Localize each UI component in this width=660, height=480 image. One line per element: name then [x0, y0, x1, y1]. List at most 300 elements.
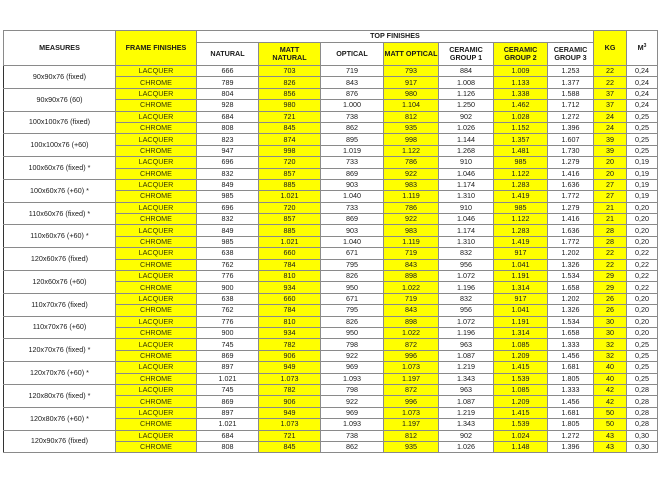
- ceramic-group-2-cell: 1.191: [494, 316, 548, 327]
- natural-cell: 696: [197, 202, 259, 213]
- optical-cell: 922: [321, 350, 384, 361]
- ceramic-group-1-cell: 1.174: [439, 225, 494, 236]
- ceramic-group-2-cell: 1.028: [494, 111, 548, 122]
- natural-cell: 684: [197, 111, 259, 122]
- matt-natural-cell: 782: [259, 339, 321, 350]
- natural-cell: 849: [197, 179, 259, 190]
- kg-cell: 29: [594, 282, 627, 293]
- ceramic-group-1-cell: 1.310: [439, 191, 494, 202]
- matt-natural-cell: 980: [259, 100, 321, 111]
- m3-cell: 0,20: [627, 214, 658, 225]
- ceramic-group-2-cell: 1.024: [494, 430, 548, 441]
- m3-cell: 0,24: [627, 88, 658, 99]
- table-row: [4, 66, 658, 77]
- header-optical: OPTICAL: [321, 43, 384, 66]
- frame-finish-cell: LACQUER: [116, 225, 197, 236]
- measure-cell: 110x70x76 (fixed): [4, 293, 116, 316]
- m3-cell: 0,19: [627, 157, 658, 168]
- optical-cell: 733: [321, 157, 384, 168]
- matt-optical-cell: 872: [384, 384, 439, 395]
- m3-cell: 0,25: [627, 373, 658, 384]
- m3-cell: 0,25: [627, 339, 658, 350]
- ceramic-group-2-cell: 1.419: [494, 191, 548, 202]
- frame-finish-cell: LACQUER: [116, 179, 197, 190]
- ceramic-group-3-cell: 1.456: [548, 350, 594, 361]
- optical-cell: 895: [321, 134, 384, 145]
- kg-cell: 50: [594, 407, 627, 418]
- ceramic-group-2-cell: 917: [494, 248, 548, 259]
- measure-cell: 110x60x76 (fixed) *: [4, 202, 116, 225]
- ceramic-group-3-cell: 1.534: [548, 316, 594, 327]
- frame-finish-cell: LACQUER: [116, 202, 197, 213]
- matt-optical-cell: 1.073: [384, 407, 439, 418]
- ceramic-group-3-cell: 1.202: [548, 248, 594, 259]
- kg-cell: 22: [594, 77, 627, 88]
- m3-cell: 0,24: [627, 66, 658, 77]
- kg-cell: 20: [594, 168, 627, 179]
- ceramic-group-3-cell: 1.456: [548, 396, 594, 407]
- frame-finish-cell: CHROME: [116, 145, 197, 156]
- optical-cell: 671: [321, 248, 384, 259]
- matt-optical-cell: 812: [384, 111, 439, 122]
- natural-cell: 776: [197, 271, 259, 282]
- ceramic-group-1-cell: 910: [439, 202, 494, 213]
- ceramic-group-3-cell: 1.253: [548, 66, 594, 77]
- ceramic-group-1-cell: 1.046: [439, 214, 494, 225]
- ceramic-group-3-cell: 1.333: [548, 339, 594, 350]
- m3-cell: 0,24: [627, 100, 658, 111]
- ceramic-group-3-cell: 1.272: [548, 430, 594, 441]
- measure-cell: 120x70x76 (fixed) *: [4, 339, 116, 362]
- ceramic-group-3-cell: 1.681: [548, 362, 594, 373]
- frame-finish-cell: LACQUER: [116, 316, 197, 327]
- ceramic-group-2-cell: 1.314: [494, 282, 548, 293]
- kg-cell: 22: [594, 259, 627, 270]
- table-row: [4, 316, 658, 327]
- matt-optical-cell: 1.197: [384, 419, 439, 430]
- frame-finish-cell: CHROME: [116, 100, 197, 111]
- table-row: [4, 157, 658, 168]
- matt-optical-cell: 996: [384, 350, 439, 361]
- ceramic-group-1-cell: 1.343: [439, 373, 494, 384]
- ceramic-group-1-cell: 1.196: [439, 327, 494, 338]
- measure-cell: 100x60x76 (fixed) *: [4, 157, 116, 180]
- m3-cell: 0,19: [627, 168, 658, 179]
- optical-cell: 969: [321, 407, 384, 418]
- measure-cell: 100x60x76 (+60) *: [4, 179, 116, 202]
- matt-natural-cell: 1.073: [259, 419, 321, 430]
- measure-cell: 100x100x76 (fixed): [4, 111, 116, 134]
- matt-optical-cell: 719: [384, 248, 439, 259]
- kg-cell: 43: [594, 430, 627, 441]
- ceramic-group-3-cell: 1.279: [548, 157, 594, 168]
- natural-cell: 638: [197, 293, 259, 304]
- ceramic-group-2-cell: 1.009: [494, 66, 548, 77]
- optical-cell: 798: [321, 384, 384, 395]
- kg-cell: 37: [594, 100, 627, 111]
- m3-cell: 0,28: [627, 396, 658, 407]
- matt-optical-cell: 1.022: [384, 282, 439, 293]
- ceramic-group-1-cell: 902: [439, 111, 494, 122]
- m3-cell: 0,28: [627, 384, 658, 395]
- ceramic-group-3-cell: 1.333: [548, 384, 594, 395]
- matt-natural-cell: 720: [259, 157, 321, 168]
- ceramic-group-1-cell: 1.026: [439, 122, 494, 133]
- frame-finish-cell: LACQUER: [116, 271, 197, 282]
- ceramic-group-2-cell: 1.041: [494, 305, 548, 316]
- kg-cell: 43: [594, 441, 627, 452]
- natural-cell: 696: [197, 157, 259, 168]
- matt-natural-cell: 782: [259, 384, 321, 395]
- m3-cell: 0,25: [627, 362, 658, 373]
- matt-optical-cell: 980: [384, 88, 439, 99]
- matt-natural-cell: 721: [259, 111, 321, 122]
- ceramic-group-3-cell: 1.636: [548, 179, 594, 190]
- natural-cell: 897: [197, 362, 259, 373]
- matt-natural-cell: 721: [259, 430, 321, 441]
- header-m3-sup: 3: [643, 42, 647, 49]
- matt-optical-cell: 898: [384, 316, 439, 327]
- optical-cell: 1.093: [321, 373, 384, 384]
- ceramic-group-1-cell: 1.174: [439, 179, 494, 190]
- kg-cell: 27: [594, 179, 627, 190]
- frame-finish-cell: CHROME: [116, 236, 197, 247]
- frame-finish-cell: LACQUER: [116, 111, 197, 122]
- frame-finish-cell: CHROME: [116, 191, 197, 202]
- optical-cell: 969: [321, 362, 384, 373]
- kg-cell: 26: [594, 305, 627, 316]
- ceramic-group-2-cell: 1.314: [494, 327, 548, 338]
- matt-natural-cell: 810: [259, 271, 321, 282]
- kg-cell: 28: [594, 236, 627, 247]
- matt-optical-cell: 998: [384, 134, 439, 145]
- matt-optical-cell: 1.119: [384, 191, 439, 202]
- m3-cell: 0,28: [627, 407, 658, 418]
- table-row: [4, 271, 658, 282]
- natural-cell: 1.021: [197, 419, 259, 430]
- natural-cell: 808: [197, 441, 259, 452]
- natural-cell: 897: [197, 407, 259, 418]
- ceramic-group-2-cell: 1.419: [494, 236, 548, 247]
- header-kg: KG: [594, 31, 627, 66]
- table-row: [4, 339, 658, 350]
- ceramic-group-1-cell: 1.087: [439, 396, 494, 407]
- ceramic-group-1-cell: 910: [439, 157, 494, 168]
- natural-cell: 684: [197, 430, 259, 441]
- kg-cell: 26: [594, 293, 627, 304]
- ceramic-group-3-cell: 1.681: [548, 407, 594, 418]
- matt-optical-cell: 996: [384, 396, 439, 407]
- optical-cell: 922: [321, 396, 384, 407]
- ceramic-group-2-cell: 1.085: [494, 339, 548, 350]
- matt-natural-cell: 845: [259, 122, 321, 133]
- ceramic-group-2-cell: 985: [494, 157, 548, 168]
- frame-finish-cell: LACQUER: [116, 157, 197, 168]
- matt-optical-cell: 812: [384, 430, 439, 441]
- frame-finish-cell: CHROME: [116, 214, 197, 225]
- table-row: [4, 134, 658, 145]
- ceramic-group-2-cell: 1.041: [494, 259, 548, 270]
- natural-cell: 666: [197, 66, 259, 77]
- frame-finish-cell: CHROME: [116, 77, 197, 88]
- optical-cell: 795: [321, 259, 384, 270]
- frame-finish-cell: CHROME: [116, 259, 197, 270]
- measure-cell: 120x80x76 (fixed) *: [4, 384, 116, 407]
- ceramic-group-1-cell: 956: [439, 259, 494, 270]
- matt-natural-cell: 934: [259, 282, 321, 293]
- table-row: [4, 293, 658, 304]
- matt-optical-cell: 983: [384, 225, 439, 236]
- ceramic-group-1-cell: 1.219: [439, 407, 494, 418]
- ceramic-group-2-cell: 917: [494, 293, 548, 304]
- matt-natural-cell: 998: [259, 145, 321, 156]
- ceramic-group-1-cell: 1.196: [439, 282, 494, 293]
- optical-cell: 1.040: [321, 191, 384, 202]
- table-row: [4, 248, 658, 259]
- table-row: [4, 407, 658, 418]
- natural-cell: 804: [197, 88, 259, 99]
- natural-cell: 789: [197, 77, 259, 88]
- m3-cell: 0,25: [627, 122, 658, 133]
- m3-cell: 0,30: [627, 430, 658, 441]
- frame-finish-cell: CHROME: [116, 122, 197, 133]
- optical-cell: 738: [321, 430, 384, 441]
- kg-cell: 22: [594, 248, 627, 259]
- kg-cell: 39: [594, 145, 627, 156]
- table-row: [4, 202, 658, 213]
- optical-cell: 862: [321, 122, 384, 133]
- matt-optical-cell: 1.122: [384, 145, 439, 156]
- ceramic-group-2-cell: 1.539: [494, 419, 548, 430]
- matt-natural-cell: 660: [259, 248, 321, 259]
- kg-cell: 21: [594, 214, 627, 225]
- ceramic-group-1-cell: 832: [439, 248, 494, 259]
- kg-cell: 32: [594, 339, 627, 350]
- measure-cell: 110x70x76 (+60): [4, 316, 116, 339]
- ceramic-group-2-cell: 1.133: [494, 77, 548, 88]
- matt-natural-cell: 949: [259, 362, 321, 373]
- table-row: [4, 362, 658, 373]
- matt-natural-cell: 1.021: [259, 191, 321, 202]
- header-natural: NATURAL: [197, 43, 259, 66]
- price-table-body: [4, 66, 658, 453]
- ceramic-group-2-cell: 985: [494, 202, 548, 213]
- matt-optical-cell: 935: [384, 441, 439, 452]
- optical-cell: 903: [321, 225, 384, 236]
- header-matt-optical: MATT OPTICAL: [384, 43, 439, 66]
- frame-finish-cell: CHROME: [116, 327, 197, 338]
- measure-cell: 100x100x76 (+60): [4, 134, 116, 157]
- frame-finish-cell: LACQUER: [116, 134, 197, 145]
- matt-natural-cell: 845: [259, 441, 321, 452]
- optical-cell: 1.093: [321, 419, 384, 430]
- frame-finish-cell: LACQUER: [116, 362, 197, 373]
- ceramic-group-2-cell: 1.415: [494, 407, 548, 418]
- ceramic-group-3-cell: 1.534: [548, 271, 594, 282]
- ceramic-group-1-cell: 1.219: [439, 362, 494, 373]
- optical-cell: 798: [321, 339, 384, 350]
- ceramic-group-3-cell: 1.202: [548, 293, 594, 304]
- header-ceramic-group-3: CERAMIC GROUP 3: [548, 43, 594, 66]
- natural-cell: 985: [197, 191, 259, 202]
- m3-cell: 0,24: [627, 77, 658, 88]
- matt-natural-cell: 1.021: [259, 236, 321, 247]
- kg-cell: 27: [594, 191, 627, 202]
- matt-optical-cell: 843: [384, 259, 439, 270]
- optical-cell: 869: [321, 168, 384, 179]
- m3-cell: 0,28: [627, 419, 658, 430]
- ceramic-group-1-cell: 884: [439, 66, 494, 77]
- ceramic-group-3-cell: 1.396: [548, 441, 594, 452]
- matt-optical-cell: 1.197: [384, 373, 439, 384]
- ceramic-group-1-cell: 1.268: [439, 145, 494, 156]
- optical-cell: 950: [321, 327, 384, 338]
- ceramic-group-1-cell: 1.008: [439, 77, 494, 88]
- matt-optical-cell: 719: [384, 293, 439, 304]
- ceramic-group-3-cell: 1.772: [548, 236, 594, 247]
- optical-cell: 826: [321, 271, 384, 282]
- kg-cell: 28: [594, 225, 627, 236]
- frame-finish-cell: LACQUER: [116, 293, 197, 304]
- optical-cell: 795: [321, 305, 384, 316]
- ceramic-group-2-cell: 1.539: [494, 373, 548, 384]
- ceramic-group-2-cell: 1.148: [494, 441, 548, 452]
- frame-finish-cell: LACQUER: [116, 384, 197, 395]
- optical-cell: 719: [321, 66, 384, 77]
- matt-optical-cell: 935: [384, 122, 439, 133]
- ceramic-group-2-cell: 1.415: [494, 362, 548, 373]
- optical-cell: 903: [321, 179, 384, 190]
- kg-cell: 40: [594, 362, 627, 373]
- header-m3: [627, 31, 658, 66]
- optical-cell: 876: [321, 88, 384, 99]
- m3-cell: 0,22: [627, 259, 658, 270]
- m3-cell: 0,20: [627, 225, 658, 236]
- frame-finish-cell: CHROME: [116, 350, 197, 361]
- optical-cell: 738: [321, 111, 384, 122]
- ceramic-group-3-cell: 1.588: [548, 88, 594, 99]
- matt-optical-cell: 843: [384, 305, 439, 316]
- frame-finish-cell: CHROME: [116, 396, 197, 407]
- kg-cell: 22: [594, 66, 627, 77]
- price-table: [3, 30, 658, 453]
- matt-natural-cell: 885: [259, 179, 321, 190]
- ceramic-group-3-cell: 1.636: [548, 225, 594, 236]
- ceramic-group-2-cell: 1.122: [494, 214, 548, 225]
- ceramic-group-2-cell: 1.338: [494, 88, 548, 99]
- frame-finish-cell: LACQUER: [116, 339, 197, 350]
- frame-finish-cell: LACQUER: [116, 88, 197, 99]
- matt-optical-cell: 922: [384, 214, 439, 225]
- ceramic-group-3-cell: 1.730: [548, 145, 594, 156]
- m3-cell: 0,19: [627, 179, 658, 190]
- m3-cell: 0,25: [627, 145, 658, 156]
- matt-natural-cell: 660: [259, 293, 321, 304]
- m3-cell: 0,20: [627, 305, 658, 316]
- measure-cell: 90x90x76 (60): [4, 88, 116, 111]
- ceramic-group-2-cell: 1.209: [494, 396, 548, 407]
- matt-optical-cell: 786: [384, 202, 439, 213]
- ceramic-group-3-cell: 1.658: [548, 327, 594, 338]
- ceramic-group-2-cell: 1.085: [494, 384, 548, 395]
- frame-finish-cell: CHROME: [116, 168, 197, 179]
- header-matt-natural: MATT NATURAL: [259, 43, 321, 66]
- matt-optical-cell: 917: [384, 77, 439, 88]
- ceramic-group-3-cell: 1.377: [548, 77, 594, 88]
- header-m3-label: M: [637, 42, 644, 52]
- frame-finish-cell: CHROME: [116, 441, 197, 452]
- natural-cell: 832: [197, 168, 259, 179]
- kg-cell: 30: [594, 316, 627, 327]
- m3-cell: 0,19: [627, 191, 658, 202]
- optical-cell: 733: [321, 202, 384, 213]
- ceramic-group-3-cell: 1.416: [548, 214, 594, 225]
- matt-natural-cell: 703: [259, 66, 321, 77]
- frame-finish-cell: CHROME: [116, 282, 197, 293]
- header-measures: MEASURES: [4, 31, 116, 66]
- frame-finish-cell: LACQUER: [116, 66, 197, 77]
- matt-natural-cell: 826: [259, 77, 321, 88]
- ceramic-group-3-cell: 1.416: [548, 168, 594, 179]
- kg-cell: 39: [594, 134, 627, 145]
- ceramic-group-1-cell: 1.072: [439, 271, 494, 282]
- natural-cell: 900: [197, 282, 259, 293]
- table-row: [4, 111, 658, 122]
- natural-cell: 638: [197, 248, 259, 259]
- kg-cell: 20: [594, 157, 627, 168]
- matt-natural-cell: 857: [259, 214, 321, 225]
- matt-natural-cell: 810: [259, 316, 321, 327]
- matt-optical-cell: 983: [384, 179, 439, 190]
- m3-cell: 0,22: [627, 282, 658, 293]
- kg-cell: 24: [594, 122, 627, 133]
- kg-cell: 30: [594, 327, 627, 338]
- natural-cell: 823: [197, 134, 259, 145]
- optical-cell: 826: [321, 316, 384, 327]
- ceramic-group-1-cell: 1.046: [439, 168, 494, 179]
- kg-cell: 21: [594, 202, 627, 213]
- m3-cell: 0,20: [627, 316, 658, 327]
- matt-natural-cell: 1.073: [259, 373, 321, 384]
- optical-cell: 671: [321, 293, 384, 304]
- kg-cell: 42: [594, 384, 627, 395]
- optical-cell: 862: [321, 441, 384, 452]
- matt-optical-cell: 1.073: [384, 362, 439, 373]
- m3-cell: 0,22: [627, 271, 658, 282]
- kg-cell: 29: [594, 271, 627, 282]
- table-row: [4, 225, 658, 236]
- ceramic-group-3-cell: 1.272: [548, 111, 594, 122]
- matt-natural-cell: 784: [259, 259, 321, 270]
- matt-optical-cell: 793: [384, 66, 439, 77]
- ceramic-group-1-cell: 1.144: [439, 134, 494, 145]
- natural-cell: 1.021: [197, 373, 259, 384]
- ceramic-group-2-cell: 1.122: [494, 168, 548, 179]
- matt-natural-cell: 906: [259, 350, 321, 361]
- ceramic-group-1-cell: 956: [439, 305, 494, 316]
- ceramic-group-1-cell: 1.072: [439, 316, 494, 327]
- kg-cell: 50: [594, 419, 627, 430]
- ceramic-group-3-cell: 1.326: [548, 305, 594, 316]
- ceramic-group-1-cell: 902: [439, 430, 494, 441]
- matt-optical-cell: 872: [384, 339, 439, 350]
- m3-cell: 0,25: [627, 350, 658, 361]
- optical-cell: 1.040: [321, 236, 384, 247]
- matt-natural-cell: 856: [259, 88, 321, 99]
- measure-cell: 120x60x76 (fixed): [4, 248, 116, 271]
- natural-cell: 947: [197, 145, 259, 156]
- matt-natural-cell: 934: [259, 327, 321, 338]
